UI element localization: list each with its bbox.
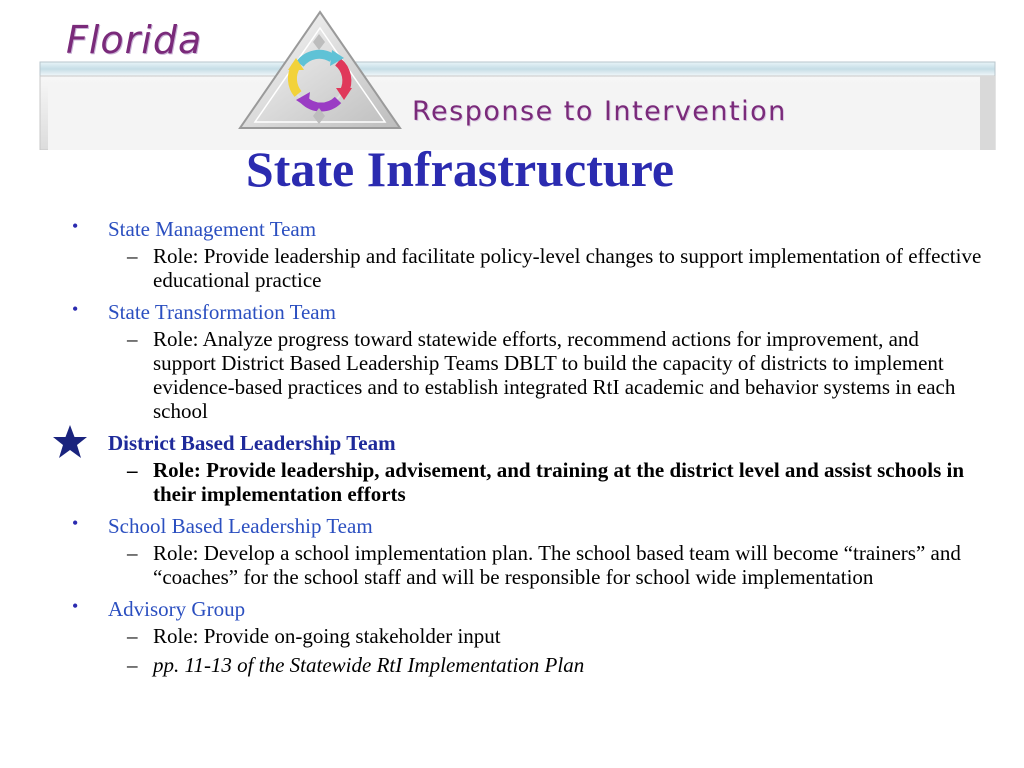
dash-icon: – [127, 653, 138, 677]
item-heading: District Based Leadership Team [108, 431, 396, 455]
bullet-icon: • [72, 299, 79, 319]
item-heading: State Management Team [108, 217, 317, 241]
tagline-text: Response to Intervention [412, 96, 787, 127]
dash-icon: – [127, 244, 138, 268]
slide-content [0, 214, 1024, 682]
florida-logo-text: Florida [66, 18, 203, 62]
dash-icon: – [127, 541, 138, 565]
item-role [0, 458, 1024, 506]
item-role [0, 327, 1024, 423]
dash-icon: – [127, 624, 138, 648]
item-role [0, 541, 1024, 589]
role-text: Role: Develop a school implementation plan. The school based team will become “trainers” and “coaches” for the school staff and will be responsible for school wide implementation [153, 541, 961, 589]
bullet-icon: • [72, 596, 79, 616]
list-item [0, 511, 1024, 541]
role-text: Role: Provide on-going stakeholder input [153, 624, 501, 648]
dash-icon: – [127, 327, 138, 351]
item-heading: Advisory Group [108, 597, 246, 621]
role-text: Role: Analyze progress toward statewide efforts, recommend actions for improvement, and support District Based Leadership Teams DBLT to build the capacity of districts to implement evidence-based practices and to establish integrated RtI academic and behavior systems in each school [153, 327, 956, 423]
slide-title: State Infrastructure [245, 141, 675, 197]
list-item-highlighted [0, 428, 1024, 458]
list-item [0, 297, 1024, 327]
header-banner [0, 0, 1024, 150]
star-icon [52, 424, 88, 460]
item-note [0, 653, 1024, 677]
bullet-icon: • [72, 513, 79, 533]
item-heading: State Transformation Team [108, 300, 336, 324]
item-role [0, 244, 1024, 292]
dash-icon: – [127, 458, 138, 482]
list-item [0, 594, 1024, 624]
role-text: Role: Provide leadership, advisement, and training at the district level and assist schools in their implementation efforts [153, 458, 965, 506]
role-text: Role: Provide leadership and facilitate policy-level changes to support implementation of effective educational practice [153, 244, 982, 292]
list-item [0, 214, 1024, 244]
item-role [0, 624, 1024, 648]
note-text: pp. 11-13 of the Statewide RtI Implementation Plan [153, 653, 585, 677]
item-heading: School Based Leadership Team [108, 514, 373, 538]
bullet-icon: • [72, 216, 79, 236]
